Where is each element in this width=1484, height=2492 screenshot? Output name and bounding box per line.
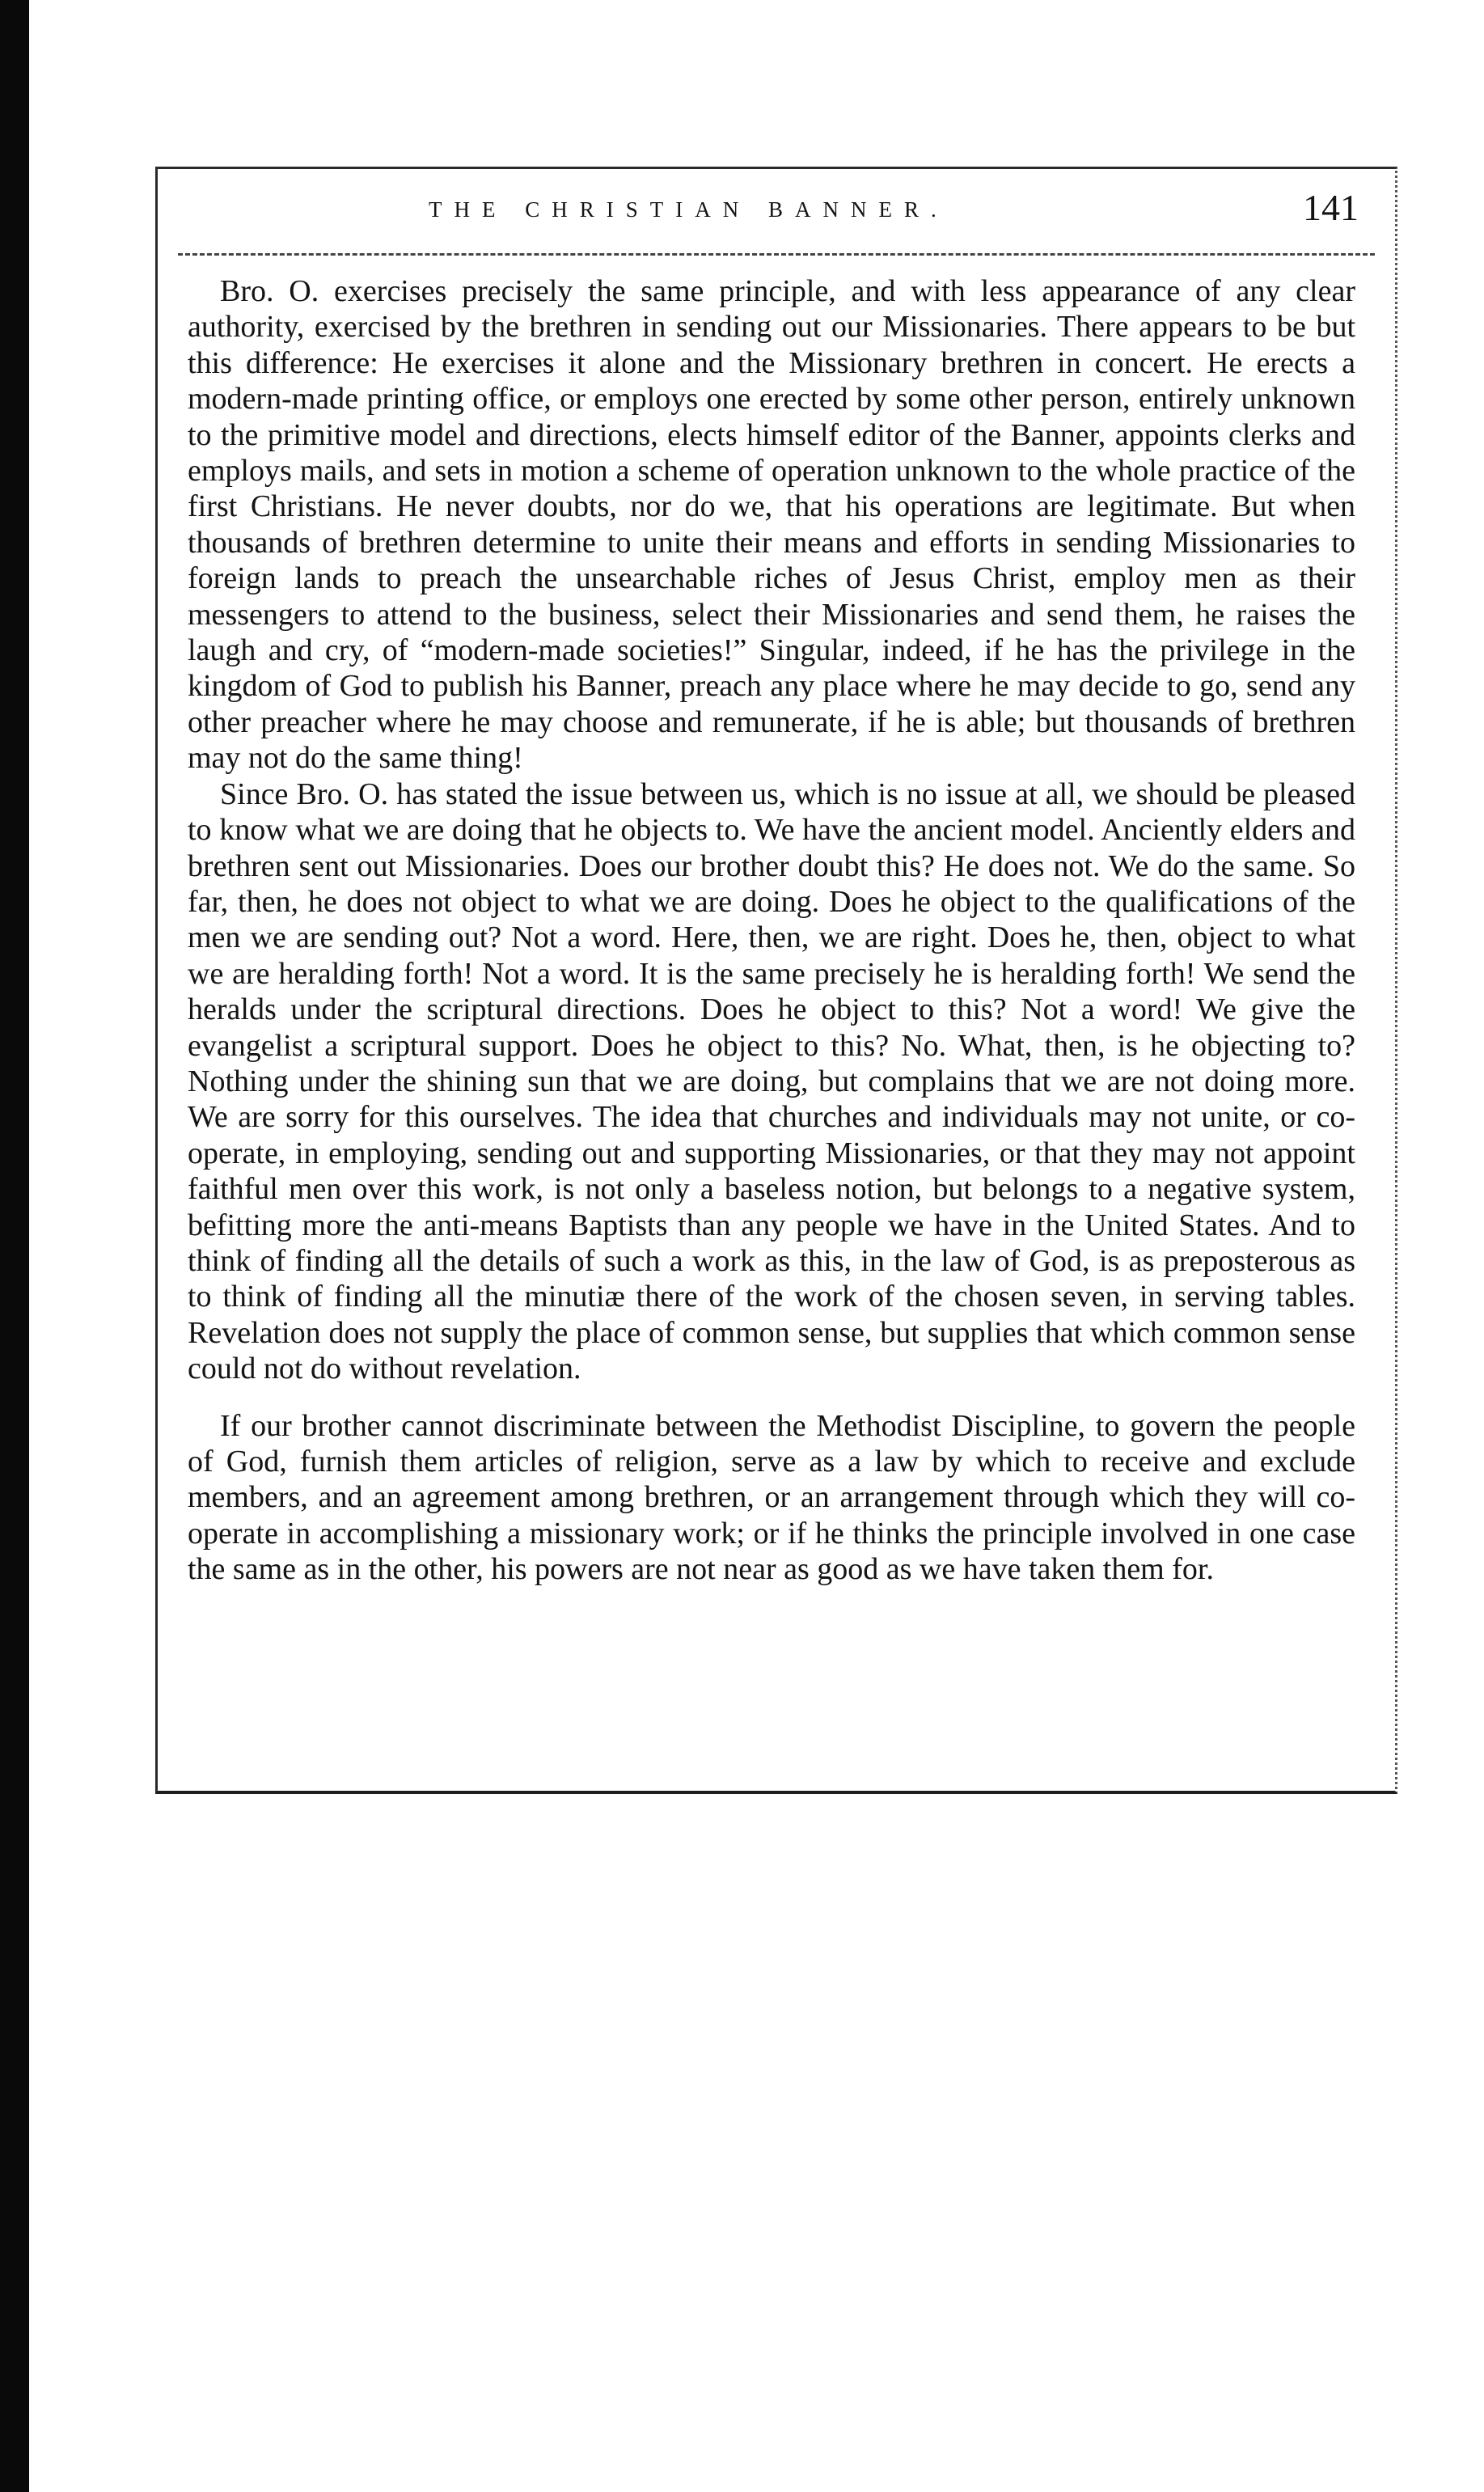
paragraph-1: Bro. O. exercises precisely the same principle, and with less appearance of any clear authority, exercised by the brethren in sending out our Missionaries. There appears to be but this difference: He exercises it alone and the Missionary brethren in concert. He erects a modern-made printing office, or employs one erected by some other person, entirely unknown to the primitive model and directions, elects himself editor of the Banner, appoints clerks and employs mails, and sets in motion a scheme of operation unknown to the whole practice of the first Christians. He never doubts, nor do we, that his operations are legitimate. But when thousands of brethren determine to unite their means and efforts in sending Missionaries to foreign lands to preach the unsearchable riches of Jesus Christ, employ men as their messengers to attend to the business, select their Missionaries and send them, he raises the laugh and cry, of “modern-made societies!” Singular, indeed, if he has the privilege in the kingdom of God to publish his Banner, preach any place where he may decide to go, send any other preacher where he may choose and remunerate, if he is able; but thousands of brethren may not do the same thing! [188,274,1355,776]
running-title: THE CHRISTIAN BANNER. [429,197,949,222]
running-header [186,187,1375,239]
header-rule [178,253,1375,256]
page-number: 141 [1303,187,1359,228]
page-edge-shadow [0,0,29,2492]
paragraph-2: Since Bro. O. has stated the issue between us, which is no issue at all, we should be pleased to know what we are doing that he objects to. We have the ancient model. Anciently elders and brethren sent out Missionaries. Does our brother doubt this? He does not. We do the same. So far, then, he does not object to what we are doing. Does he object to the qualifications of the men we are sending out? Not a word. Here, then, we are right. Does he, then, object to what we are heralding forth! Not a word. It is the same precisely he is heralding forth! We send the heralds under the scriptural directions. Does he object to this? Not a word! We give the evangelist a scriptural support. Does he object to this? No. What, then, is he objecting to? Nothing under the shining sun that we are doing, but complains that we are not doing more. We are sorry for this ourselves. The idea that churches and individuals may not unite, or co-operate, in employing, sending out and supporting Missionaries, or that they may not appoint faithful men over this work, is not only a baseless notion, but belongs to a negative system, befitting more the anti-means Baptists than any people we have in the United States. And to think of finding all the details of such a work as this, in the law of God, is as preposterous as to think of finding all the minutiæ there of the work of the chosen seven, in serving tables. Revelation does not supply the place of common sense, but supplies that which common sense could not do without revelation. [188,776,1355,1386]
article-body [188,273,1355,1588]
paragraph-3: If our brother cannot discriminate between the Methodist Discipline, to govern the people of God, furnish them articles of religion, serve as a law by which to receive and exclude members, and an agreement among brethren, or an arrangement through which they will co-operate in accomplishing a missionary work; or if he thinks the principle involved in one case the same as in the other, his powers are not near as good as we have taken them for. [188,1408,1355,1587]
